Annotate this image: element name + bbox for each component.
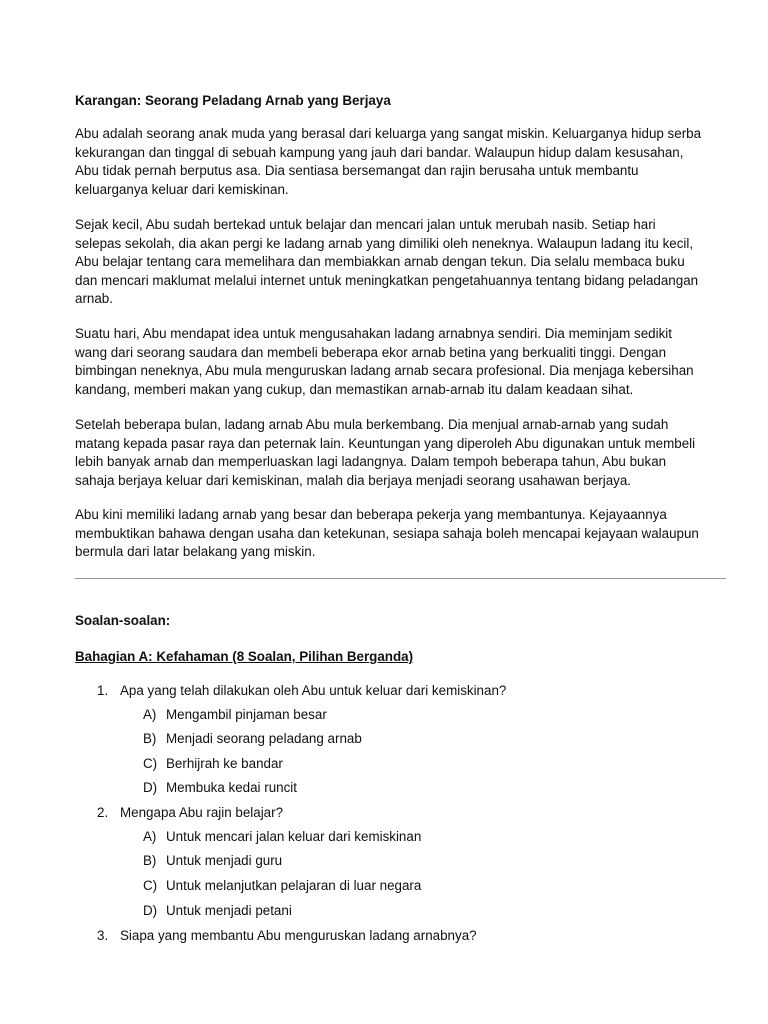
- question-number: 1.: [97, 683, 109, 698]
- paragraph-line: bimbingan neneknya, Abu mula menguruskan ladang arnab secara profesional. Dia menjaga kebersihan: [75, 363, 694, 379]
- option-letter: A): [143, 829, 157, 844]
- option-text: Untuk menjadi guru: [166, 853, 283, 868]
- paragraph-4: [75, 416, 727, 490]
- paragraph-line: sahaja berjaya keluar dari kemiskinan, malah dia berjaya menjadi seorang usahawan berjaya.: [75, 472, 632, 488]
- part-a-heading: Bahagian A: Kefahaman (8 Soalan, Pilihan Berganda): [75, 649, 414, 664]
- option-text: Membuka kedai runcit: [166, 780, 297, 795]
- option-text: Untuk menjadi petani: [166, 903, 292, 918]
- paragraph-line: Setelah beberapa bulan, ladang arnab Abu mula berkembang. Dia menjual arnab-arnab yang sudah: [75, 417, 669, 432]
- paragraph-2: [75, 216, 727, 309]
- paragraph-1: [75, 125, 727, 199]
- option-text: Untuk melanjutkan pelajaran di luar negara: [166, 878, 422, 893]
- paragraph-line: bermula dari latar belakang yang miskin.: [75, 544, 316, 560]
- paragraph-line: keluarganya keluar dari kemiskinan.: [75, 181, 289, 197]
- paragraph-line: arnab.: [75, 291, 113, 307]
- option-text: Untuk mencari jalan keluar dari kemiskinan: [166, 829, 422, 844]
- paragraph-line: Sejak kecil, Abu sudah bertekad untuk belajar dan mencari jalan untuk merubah nasib. Setiap hari: [75, 217, 656, 232]
- option-letter: B): [143, 731, 157, 746]
- question-number: 2.: [97, 805, 109, 820]
- question-text: Siapa yang membantu Abu menguruskan ladang arnabnya?: [120, 928, 477, 943]
- paragraph-line: lebih banyak arnab dan memperluaskan lagi ladangnya. Dalam tempoh beberapa tahun, Abu bukan: [75, 454, 667, 470]
- paragraph-line: Abu kini memiliki ladang arnab yang besar dan beberapa pekerja yang membantunya. Kejayaannya: [75, 507, 667, 522]
- paragraph-line: Abu adalah seorang anak muda yang berasal dari keluarga yang sangat miskin. Keluarganya hidup serba: [75, 126, 702, 141]
- option-letter: D): [143, 903, 158, 918]
- paragraph-3: [75, 325, 727, 399]
- option-letter: C): [143, 756, 158, 771]
- essay-title: Karangan: Seorang Peladang Arnab yang Berjaya: [75, 93, 391, 108]
- option-text: Mengambil pinjaman besar: [166, 707, 327, 722]
- option-letter: C): [143, 878, 158, 893]
- paragraph-line: kekurangan dan tinggal di sebuah kampung yang jauh dari bandar. Walaupun hidup dalam kesusahan,: [75, 144, 684, 160]
- option-text: Berhijrah ke bandar: [166, 756, 283, 771]
- option-text: Menjadi seorang peladang arnab: [166, 731, 362, 746]
- question-text: Apa yang telah dilakukan oleh Abu untuk keluar dari kemiskinan?: [120, 683, 507, 698]
- question-text: Mengapa Abu rajin belajar?: [120, 805, 284, 820]
- option-letter: A): [143, 707, 157, 722]
- questions-heading: Soalan-soalan:: [75, 613, 171, 628]
- paragraph-line: Suatu hari, Abu mendapat idea untuk mengusahakan ladang arnabnya sendiri. Dia meminjam sedikit: [75, 326, 672, 341]
- paragraph-line: membuktikan bahawa dengan usaha dan ketekunan, sesiapa sahaja boleh mencapai kejayaan walaupun: [75, 525, 699, 541]
- paragraph-line: dan mencari maklumat melalui internet untuk meningkatkan pengetahuannya tentang bidang peladangan: [75, 272, 699, 288]
- option-letter: B): [143, 853, 157, 868]
- option-letter: D): [143, 780, 158, 795]
- paragraph-line: matang kepada pasar raya dan peternak lain. Keuntungan yang diperoleh Abu digunakan untuk membeli: [75, 435, 696, 451]
- question-number: 3.: [97, 928, 109, 943]
- paragraph-line: Abu belajar tentang cara memelihara dan membiakkan arnab dengan tekun. Dia selalu membaca buku: [75, 254, 685, 270]
- paragraph-line: selepas sekolah, dia akan pergi ke ladang arnab yang dimiliki oleh neneknya. Walaupun ladang itu kecil,: [75, 235, 694, 251]
- paragraph-line: wang dari seorang saudara dan membeli beberapa ekor arnab betina yang berkualiti tinggi. Dengan: [75, 344, 667, 360]
- paragraph-line: Abu tidak pernah berputus asa. Dia sentiasa bersemangat dan rajin berusaha untuk membantu: [75, 163, 639, 179]
- paragraph-line: kandang, memberi makan yang cukup, dan memastikan arnab-arnab itu dalam keadaan sihat.: [75, 381, 634, 397]
- horizontal-divider: [75, 578, 726, 579]
- paragraph-5: [75, 506, 727, 562]
